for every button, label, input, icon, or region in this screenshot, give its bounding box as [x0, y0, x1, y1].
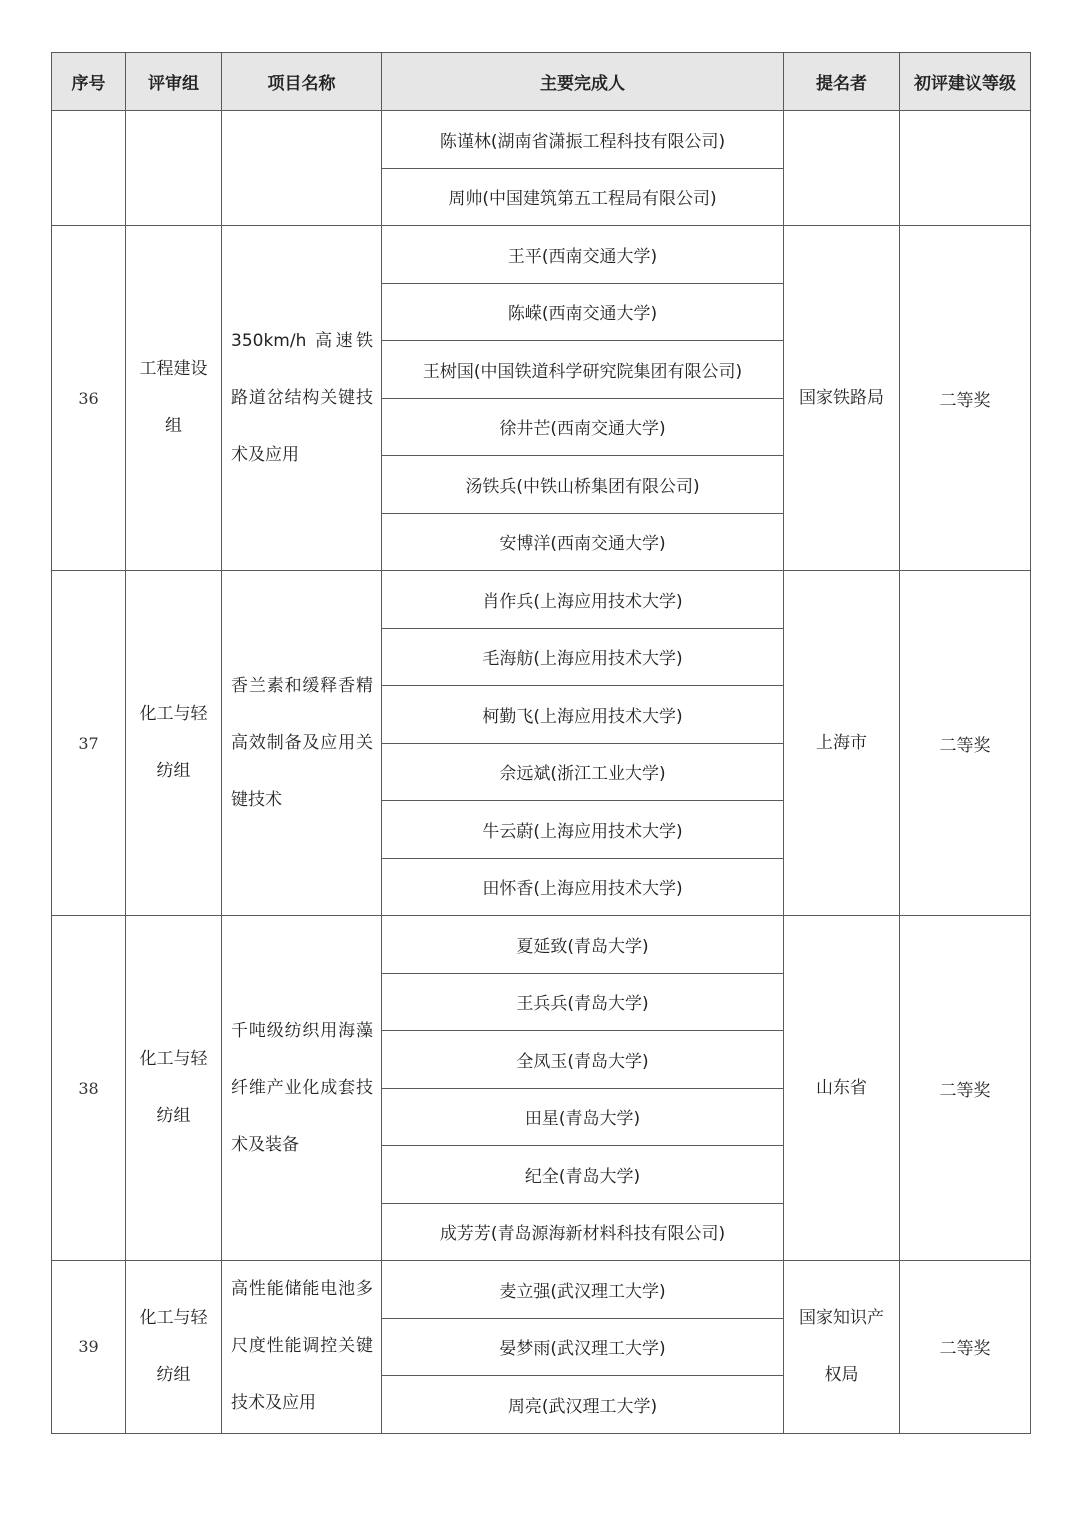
- group-cell: 化工与轻纺组: [126, 916, 222, 1261]
- header-row: [52, 53, 1031, 111]
- header-level: 初评建议等级: [900, 53, 1031, 111]
- seq-cell: 36: [52, 226, 126, 571]
- project-cell: 香兰素和缓释香精高效制备及应用关键技术: [222, 571, 382, 916]
- person-cell: 周帅(中国建筑第五工程局有限公司): [382, 168, 784, 226]
- project-cell: 350km/h 高速铁路道岔结构关键技术及应用: [222, 226, 382, 571]
- person-cell: 纪全(青岛大学): [382, 1146, 784, 1204]
- person-cell: 麦立强(武汉理工大学): [382, 1261, 784, 1319]
- person-cell: 肖作兵(上海应用技术大学): [382, 571, 784, 629]
- person-cell: 陈谨林(湖南省潇振工程科技有限公司): [382, 111, 784, 169]
- nominator-cell: [784, 111, 900, 226]
- header-project: 项目名称: [222, 53, 382, 111]
- group-cell: 工程建设组: [126, 226, 222, 571]
- project-cell: [222, 111, 382, 226]
- person-cell: 牛云蔚(上海应用技术大学): [382, 801, 784, 859]
- header-people: 主要完成人: [382, 53, 784, 111]
- seq-cell: 38: [52, 916, 126, 1261]
- person-cell: 陈嵘(西南交通大学): [382, 283, 784, 341]
- person-cell: 汤铁兵(中铁山桥集团有限公司): [382, 456, 784, 514]
- person-cell: 毛海舫(上海应用技术大学): [382, 628, 784, 686]
- table-row: [52, 1261, 1031, 1319]
- project-cell: 高性能储能电池多尺度性能调控关键技术及应用: [222, 1261, 382, 1434]
- nominator-cell: 国家知识产权局: [784, 1261, 900, 1434]
- table-row: [52, 111, 1031, 169]
- header-seq: 序号: [52, 53, 126, 111]
- person-cell: 全凤玉(青岛大学): [382, 1031, 784, 1089]
- person-cell: 柯勤飞(上海应用技术大学): [382, 686, 784, 744]
- project-cell: 千吨级纺织用海藻纤维产业化成套技术及装备: [222, 916, 382, 1261]
- person-cell: 晏梦雨(武汉理工大学): [382, 1318, 784, 1376]
- award-table: [51, 52, 1031, 1434]
- group-cell: 化工与轻纺组: [126, 1261, 222, 1434]
- level-cell: 二等奖: [900, 1261, 1031, 1434]
- seq-cell: 39: [52, 1261, 126, 1434]
- person-cell: 成芳芳(青岛源海新材料科技有限公司): [382, 1203, 784, 1261]
- person-cell: 田星(青岛大学): [382, 1088, 784, 1146]
- group-cell: 化工与轻纺组: [126, 571, 222, 916]
- person-cell: 周亮(武汉理工大学): [382, 1376, 784, 1434]
- level-cell: 二等奖: [900, 571, 1031, 916]
- table-row: [52, 571, 1031, 629]
- person-cell: 夏延致(青岛大学): [382, 916, 784, 974]
- seq-cell: 37: [52, 571, 126, 916]
- header-group: 评审组: [126, 53, 222, 111]
- person-cell: 佘远斌(浙江工业大学): [382, 743, 784, 801]
- level-cell: 二等奖: [900, 916, 1031, 1261]
- person-cell: 安博洋(西南交通大学): [382, 513, 784, 571]
- level-cell: [900, 111, 1031, 226]
- table-row: [52, 226, 1031, 284]
- header-nominator: 提名者: [784, 53, 900, 111]
- person-cell: 王树国(中国铁道科学研究院集团有限公司): [382, 341, 784, 399]
- person-cell: 田怀香(上海应用技术大学): [382, 858, 784, 916]
- person-cell: 王兵兵(青岛大学): [382, 973, 784, 1031]
- nominator-cell: 国家铁路局: [784, 226, 900, 571]
- level-cell: 二等奖: [900, 226, 1031, 571]
- person-cell: 徐井芒(西南交通大学): [382, 398, 784, 456]
- seq-cell: [52, 111, 126, 226]
- table-row: [52, 916, 1031, 974]
- nominator-cell: 上海市: [784, 571, 900, 916]
- person-cell: 王平(西南交通大学): [382, 226, 784, 284]
- nominator-cell: 山东省: [784, 916, 900, 1261]
- group-cell: [126, 111, 222, 226]
